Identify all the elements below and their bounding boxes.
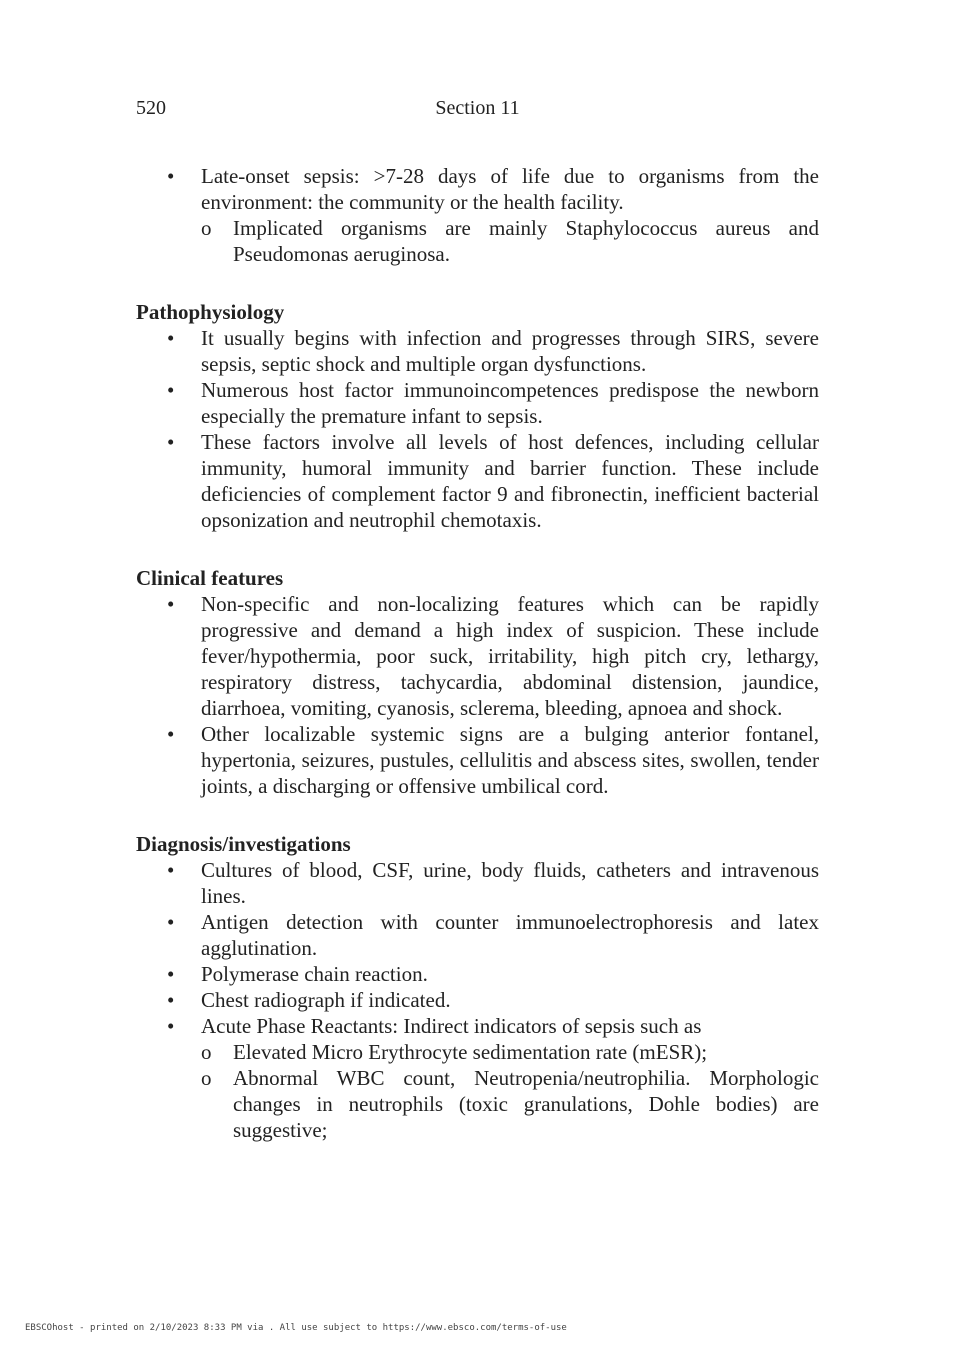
list-item-text: It usually begins with infection and progresses through SIRS, severe sepsis, septic shock and multiple organ dysfunctions.	[201, 326, 819, 376]
bullet-marker: •	[167, 378, 175, 402]
sub-bullet-marker: o	[201, 1040, 212, 1064]
list-item	[136, 961, 819, 987]
bullet-marker: •	[167, 430, 175, 454]
bullet-list	[136, 325, 819, 533]
list-item	[136, 909, 819, 961]
bullet-marker: •	[167, 988, 175, 1012]
running-head: Section 11	[435, 97, 520, 119]
list-item-text: Other localizable systemic signs are a bulging anterior fontanel, hypertonia, seizures, pustules, cellulitis and abscess sites, swollen, tender joints, a discharging or offensive umbilical cord.	[201, 722, 819, 798]
sub-list-item-text: Elevated Micro Erythrocyte sedimentation rate (mESR);	[233, 1040, 708, 1064]
bullet-marker: •	[167, 910, 175, 934]
list-item-text: Polymerase chain reaction.	[201, 962, 428, 986]
sub-list-item	[201, 1039, 819, 1065]
section-clinical-features	[136, 565, 819, 799]
list-item	[136, 377, 819, 429]
intro-bullet-list	[136, 163, 819, 267]
list-item-text: Chest radiograph if indicated.	[201, 988, 451, 1012]
list-item	[136, 325, 819, 377]
bullet-marker: •	[167, 1014, 175, 1038]
bullet-list	[136, 857, 819, 1143]
sub-list-item-text: Abnormal WBC count, Neutropenia/neutrophilia. Morphologic changes in neutrophils (toxic granulations, Dohle bodies) are suggestive;	[233, 1066, 819, 1142]
section-diagnosis-investigations	[136, 831, 819, 1143]
list-item-text: Late-onset sepsis: >7-28 days of life due to organisms from the environment: the community or the health facility.	[201, 164, 819, 214]
sub-list-item	[201, 215, 819, 267]
list-item	[136, 1013, 819, 1143]
section-heading: Diagnosis/investigations	[136, 832, 351, 856]
bullet-marker: •	[167, 326, 175, 350]
section-heading: Clinical features	[136, 566, 284, 590]
bullet-marker: •	[167, 858, 175, 882]
list-item	[136, 857, 819, 909]
sub-bullet-list	[201, 215, 819, 267]
list-item-text: Acute Phase Reactants: Indirect indicators of sepsis such as	[201, 1014, 702, 1038]
section-pathophysiology	[136, 299, 819, 533]
list-item-text: Antigen detection with counter immunoelectrophoresis and latex agglutination.	[201, 910, 819, 960]
page-number: 520	[136, 97, 166, 119]
print-footer: EBSCOhost - printed on 2/10/2023 8:33 PM via . All use subject to https://www.ebsco.com/terms-of-use	[25, 1323, 567, 1333]
list-item	[136, 429, 819, 533]
bullet-marker: •	[167, 592, 175, 616]
sub-list-item	[201, 1065, 819, 1143]
list-item	[136, 163, 819, 267]
sub-bullet-list	[201, 1039, 819, 1143]
page-body	[136, 163, 819, 1143]
list-item-text: Numerous host factor immunoincompetences predispose the newborn especially the premature infant to sepsis.	[201, 378, 819, 428]
sub-bullet-marker: o	[201, 1066, 212, 1090]
section-heading: Pathophysiology	[136, 300, 285, 324]
list-item-text: These factors involve all levels of host defences, including cellular immunity, humoral immunity and barrier function. These include deficiencies of complement factor 9 and fibronectin, inefficient bacterial opsonization and neutrophil chemotaxis.	[201, 430, 819, 532]
bullet-marker: •	[167, 164, 175, 188]
bullet-marker: •	[167, 722, 175, 746]
sub-bullet-marker: o	[201, 216, 212, 240]
bullet-marker: •	[167, 962, 175, 986]
list-item	[136, 721, 819, 799]
list-item-text: Non-specific and non-localizing features which can be rapidly progressive and demand a high index of suspicion. These include fever/hypothermia, poor suck, irritability, high pitch cry, lethargy, respiratory distress, tachycardia, abdominal distension, jaundice, diarrhoea, vomiting, cyanosis, sclerema, bleeding, apnoea and shock.	[201, 592, 819, 720]
bullet-list	[136, 591, 819, 799]
list-item	[136, 591, 819, 721]
sub-list-item-text: Implicated organisms are mainly Staphylococcus aureus and Pseudomonas aeruginosa.	[233, 216, 819, 266]
list-item	[136, 987, 819, 1013]
list-item-text: Cultures of blood, CSF, urine, body fluids, catheters and intravenous lines.	[201, 858, 819, 908]
